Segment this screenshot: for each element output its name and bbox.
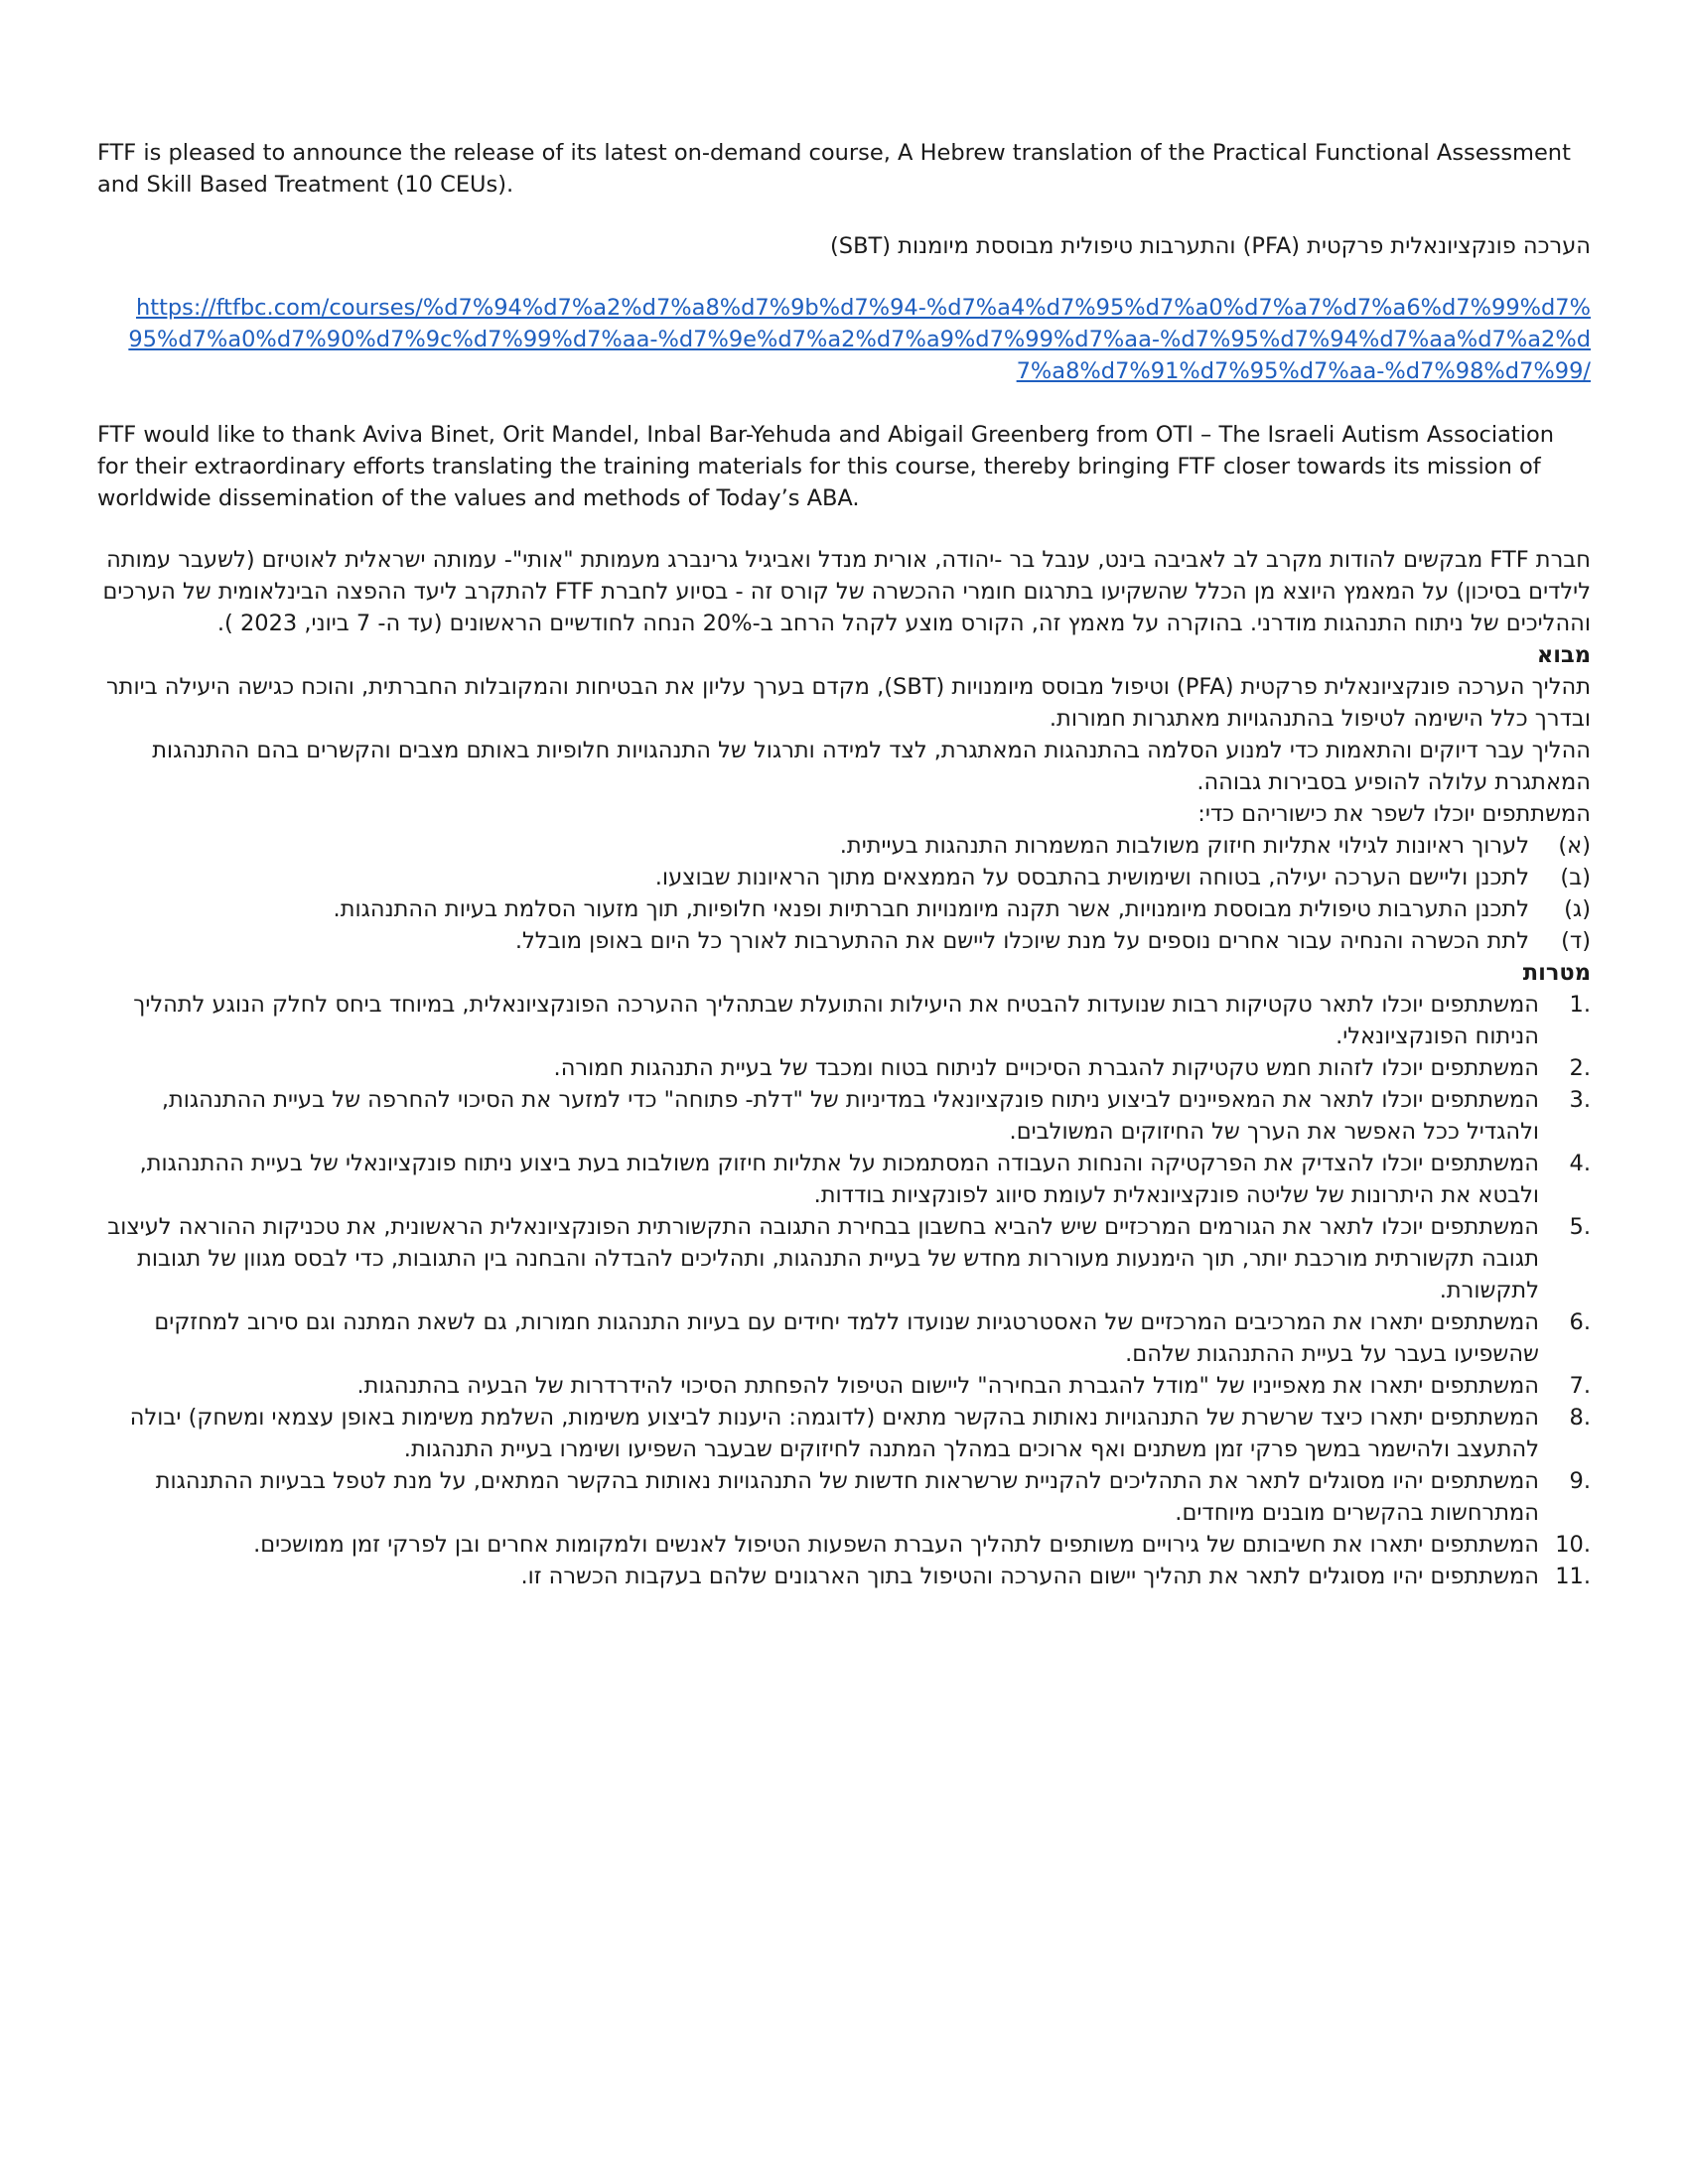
document-page	[97, 137, 1591, 1592]
list-item	[97, 1465, 1591, 1529]
list-marker: .5	[1569, 1214, 1591, 1240]
thanks-paragraph-hebrew: חברת FTF מבקשים להודות מקרב לב לאביבה בינט, ענבל בר -יהודה, אורית מנדל ואביגיל גרינברג מעמותת "אותי"- עמותה ישראלית לאוטיזם (לשעבר עמותה לילדים בסיכון) על המאמץ היוצא מן הכלל שהשקיעו בתרגום חומרי ההכשרה של קורס זה - בסיוע לחברת FTF להתקרב ליעד ההפצה הבינלאומית של הערכים וההליכים של ניתוח התנהגות מודרני. בהוקרה על מאמץ זה, הקורס מוצע לקהל הרחב ב-20% הנחה לחודשיים הראשונים (עד ה- 7 ביוני, 2023 ).	[102, 547, 1591, 636]
skills-list	[97, 830, 1591, 957]
list-item-text: המשתתפים יוכלו לתאר את המאפיינים לביצוע ניתוח פונקציונאלי במדיניות של "דלת- פתוחה" כדי למזער את הסיכוי להחרפה של בעיית ההתנהגות, ולהגדיל ככל האפשר את הערך של החיזוקים המשולבים.	[161, 1087, 1539, 1145]
list-marker: (ג)	[1564, 896, 1591, 922]
list-item	[97, 1084, 1591, 1148]
list-marker: .8	[1569, 1405, 1591, 1431]
intro-paragraph: תהליך הערכה פונקציונאלית פרקטית (PFA) וטיפול מבוסס מיומנויות (SBT), מקדם בערך עליון את הבטיחות והמקובלות החברתית, והוכח כגישה היעילה ביותר ובדרך כלל הישימה לטיפול בהתנהגויות מאתגרות חמורות.	[105, 674, 1591, 732]
list-item-text: המשתתפים יתארו כיצד שרשרת של התנהגויות נאותות בהקשר מתאים (לדוגמה: היענות לביצוע משימות, השלמת משימות באופן עצמאי ומשחק) יבולה להתעצב ולהישמר במשך פרקי זמן משתנים ואף ארוכים במהלך המתנה לחיזוקים שבעבר השפיעו ושימרו בעיית התנהגות.	[129, 1405, 1539, 1462]
list-marker: .7	[1569, 1373, 1591, 1399]
list-marker: .10	[1555, 1532, 1591, 1558]
list-marker: (א)	[1558, 833, 1591, 859]
list-marker: .2	[1569, 1055, 1591, 1081]
list-marker: .1	[1569, 992, 1591, 1018]
list-item-text: המשתתפים יהיו מסוגלים לתאר את תהליך יישום ההערכה והטיפול בתוך הארגונים שלהם בעקבות הכשרה זו.	[520, 1564, 1539, 1589]
list-item	[97, 893, 1591, 925]
list-item-text: המשתתפים יהיו מסוגלים לתאר את התהליכים להקניית שרשראות חדשות של התנהגויות נאותות בהקשר המתאים, על מנת לטפל בבעיות ההתנהגות המתרחשות בהקשרים מובנים מיוחדים.	[155, 1468, 1539, 1526]
list-marker: .11	[1555, 1564, 1591, 1589]
list-marker: .3	[1569, 1087, 1591, 1113]
list-item	[97, 1561, 1591, 1592]
list-item-text: המשתתפים יתארו את המרכיבים המרכזיים של האסטרטגיות שנועדו ללמד יחידים עם בעיות התנהגות חמורות, גם לשאת המתנה וגם סירוב למחזקים שהשפיעו בעבר על בעיית ההתנהגות שלהם.	[154, 1309, 1539, 1367]
list-item-text: המשתתפים יוכלו לזהות חמש טקטיקות להגברת הסיכויים לניתוח בטוח ומכבד של בעיית התנהגות חמורה.	[553, 1055, 1539, 1081]
list-item-text: לתת הכשרה והנחיה עבור אחרים נוספים על מנת שיוכלו ליישם את ההתערבות לאורך כל היום באופן מובלל.	[514, 928, 1529, 954]
list-item	[97, 1211, 1591, 1306]
list-item-text: המשתתפים יוכלו להצדיק את הפרקטיקה והנחות העבודה המסתמכות על אתליות חיזוק משולבות בעת ביצוע ניתוח פונקציונאלי של בעיית ההתנהגות, ולבטא את היתרונות של שליטה פונקציונאלית לעומת סיווג לפונקציות בודדות.	[139, 1151, 1539, 1208]
list-item	[97, 862, 1591, 893]
list-marker: .4	[1569, 1151, 1591, 1176]
list-marker: (ד)	[1561, 928, 1591, 954]
list-item	[97, 1148, 1591, 1211]
goals-list	[97, 989, 1591, 1592]
thanks-paragraph-english: FTF would like to thank Aviva Binet, Orit Mandel, Inbal Bar-Yehuda and Abigail Greenberg from OTI – The Israeli Autism Association for their extraordinary efforts translating the training materials for this course, thereby bringing FTF closer towards its mission of worldwide dissemination of the values and methods of Today’s ABA.	[97, 422, 1554, 511]
list-item	[97, 1306, 1591, 1370]
list-item-text: המשתתפים יתארו את מאפייניו של "מודל להגברת הבחירה" ליישום הטיפול להפחתת הסיכוי להידרדרות של הבעיה בהתנהגות.	[356, 1373, 1539, 1399]
intro-paragraph: ההליך עבר דיוקים והתאמות כדי למנוע הסלמה בהתנהגות המאתגרת, לצד למידה ותרגול של התנהגויות חלופיות באותם מצבים והקשרים בהם ההתנהגות המאתגרת עלולה להופיע בסבירות גבוהה.	[152, 738, 1591, 795]
list-item	[97, 989, 1591, 1052]
course-link[interactable]: https://ftfbc.com/courses/%d7%94%d7%a2%d7%a8%d7%9b%d7%94-%d7%a4%d7%95%d7%a0%d7%a7%d7%a6%d7%99%d7%95%d7%a0%d7%90%d7%9c%d7%99%d7%aa-%d7%9e%d7%a2%d7%a9%d7%99%d7%aa-%d7%95%d7%94%d7%aa%d7%a2%d7%a8%d7%91%d7%95%d7%aa-%d7%98%d7%99/	[128, 295, 1591, 384]
list-item-text: לתכנן וליישם הערכה יעילה, בטוחה ושימושית בהתבסס על הממצאים מתוך הראיונות שבוצעו.	[654, 865, 1529, 890]
list-item-text: לערוך ראיונות לגילוי אתליות חיזוק משולבות המשמרות התנהגות בעייתית.	[839, 833, 1529, 859]
list-item	[97, 830, 1591, 862]
list-item-text: המשתתפים יוכלו לתאר טקטיקות רבות שנועדות להבטיח את היעילות והתועלת שבתהליך ההערכה הפונקציונאלית, במיוחד ביחס לחלק הנוגע לתהליך הניתוח הפונקציונאלי.	[133, 992, 1539, 1049]
list-marker: .9	[1569, 1468, 1591, 1494]
list-marker: (ב)	[1560, 865, 1591, 890]
list-item	[97, 1052, 1591, 1084]
list-item	[97, 1402, 1591, 1465]
announcement-paragraph: FTF is pleased to announce the release of its latest on-demand course, A Hebrew translation of the Practical Functional Assessment and Skill Based Treatment (10 CEUs).	[97, 140, 1571, 198]
list-item	[97, 925, 1591, 957]
list-item	[97, 1370, 1591, 1402]
hebrew-course-title: הערכה פונקציונאלית פרקטית (PFA) והתערבות טיפולית מבוססת מיומנות (SBT)	[830, 233, 1591, 259]
list-item	[97, 1529, 1591, 1561]
intro-heading: מבוא	[1536, 642, 1591, 668]
list-item-text: המשתתפים יתארו את חשיבותם של גירויים משותפים לתהליך העברת השפעות הטיפול לאנשים ולמקומות אחרים ובן לפרקי זמן ממושכים.	[253, 1532, 1539, 1558]
list-item-text: לתכנן התערבות טיפולית מבוססת מיומנויות, אשר תקנה מיומנויות חברתיות ופנאי חלופיות, תוך מזעור הסלמת בעיות ההתנהגות.	[333, 896, 1529, 922]
intro-paragraph: המשתתפים יוכלו לשפר את כישוריהם כדי:	[1197, 801, 1591, 827]
list-marker: .6	[1569, 1309, 1591, 1335]
list-item-text: המשתתפים יוכלו לתאר את הגורמים המרכזיים שיש להביא בחשבון בבחירת התגובה התקשורתית הפונקציונאלית הראשונית, את טכניקות ההוראה לעיצוב תגובה תקשורתית מורכבת יותר, תוך הימנעות מעוררות מחדש של בעיית התנהגות, ותהליכים להבדלה והבחנה בין התגובות, כדי לבסס מגוון של תגובות לתקשורת.	[107, 1214, 1539, 1303]
goals-heading: מטרות	[1522, 960, 1591, 986]
